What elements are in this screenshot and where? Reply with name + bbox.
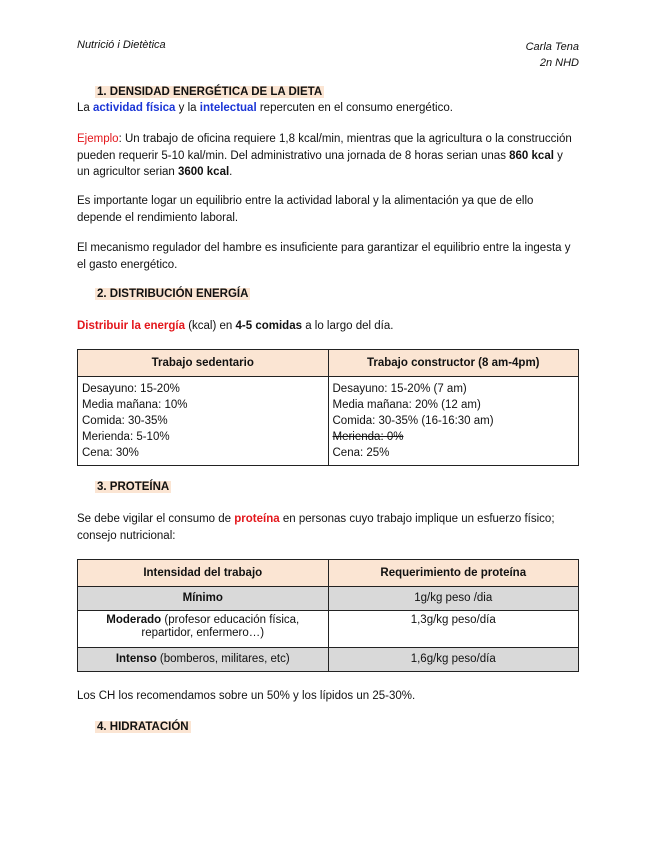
sedentary-cell: Desayuno: 15-20% Media mañana: 10% Comida: 30-35% Merienda: 5-10% Cena: 30% (78, 377, 329, 466)
author-group: 2n NHD (539, 57, 579, 69)
table-row (78, 377, 579, 466)
section-2-intro: Distribuir la energía (kcal) en 4-5 comidas a lo largo del día. (77, 320, 394, 332)
col-intensity: Intensidad del trabajo (78, 560, 329, 587)
section-4-title: 4. HIDRATACIÓN (97, 721, 189, 733)
table-row: Moderado (profesor educación física, repartidor, enfermero…) 1,3g/kg peso/día (78, 611, 579, 648)
col-requirement: Requerimiento de proteína (328, 560, 579, 587)
col-constructor: Trabajo constructor (8 am-4pm) (328, 350, 579, 377)
section-1-paragraph-3: Es importante logar un equilibrio entre la actividad laboral y la alimentación ya que de ello depende el rendimiento laboral. (77, 195, 534, 224)
section-2-title: 2. DISTRIBUCIÓN ENERGÍA (97, 288, 249, 300)
section-3-closing: Los CH los recomendamos sobre un 50% y los lípidos un 25-30%. (77, 690, 416, 702)
table-row: Mínimo 1g/kg peso /dia (78, 587, 579, 611)
course-name: Nutrició i Dietètica (77, 39, 166, 51)
protein-table (77, 559, 579, 672)
section-3-title: 3. PROTEÍNA (97, 481, 170, 493)
energy-distribution-table (77, 349, 579, 466)
section-1-example: Ejemplo: Un trabajo de oficina requiere 1,8 kcal/min, mientras que la agricultura o la construcción pueden requerir 5-10 kal/min. Del administrativo una jornada de 8 horas serian unas 860 kcal y un agricultor serian 3600 kcal. (77, 133, 572, 178)
table-row: Intenso (bomberos, militares, etc) 1,6g/kg peso/día (78, 648, 579, 672)
section-3-intro: Se debe vigilar el consumo de proteína en personas cuyo trabajo implique un esfuerzo físico; consejo nutricional: (77, 513, 555, 542)
section-1-title: 1. DENSIDAD ENERGÉTICA DE LA DIETA (97, 86, 323, 98)
author-name: Carla Tena (525, 41, 579, 53)
section-1-paragraph-4: El mecanismo regulador del hambre es insuficiente para garantizar el equilibrio entre la ingesta y el gasto energético. (77, 242, 571, 271)
author-block (526, 39, 579, 71)
col-sedentary: Trabajo sedentario (78, 350, 329, 377)
constructor-cell: Desayuno: 15-20% (7 am) Media mañana: 20% (12 am) Comida: 30-35% (16-16:30 am) Merienda: 0% Cena: 25% (328, 377, 579, 466)
section-1-intro: La actividad física y la intelectual repercuten en el consumo energético. (77, 102, 453, 114)
